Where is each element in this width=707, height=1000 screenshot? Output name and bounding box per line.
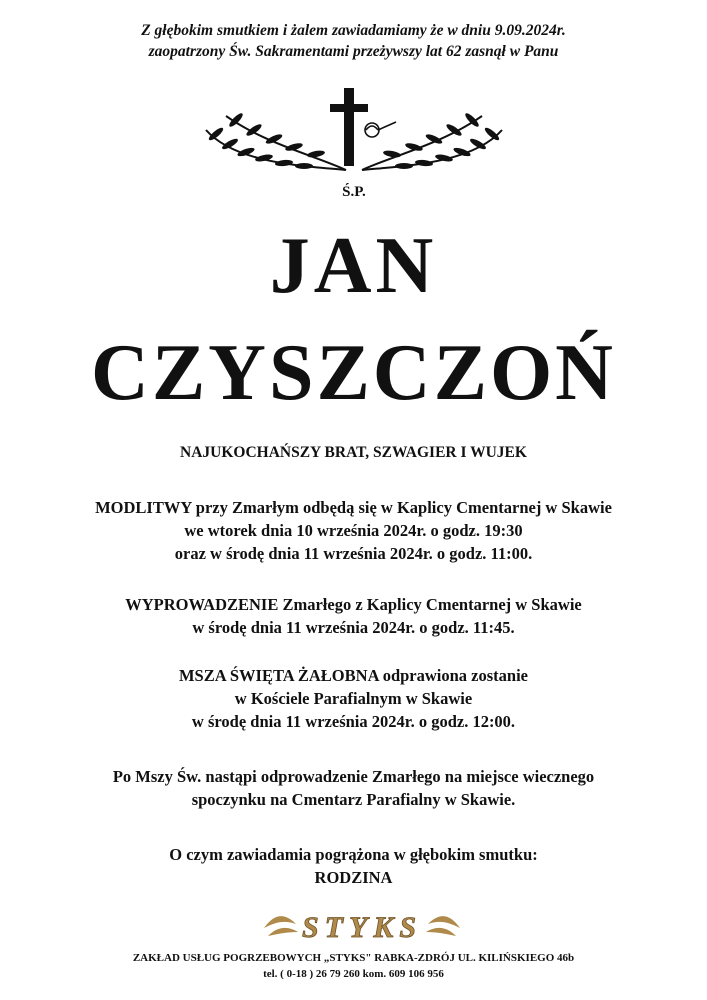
mass-line-2: w Kościele Parafialnym w Skawie [234, 689, 473, 708]
departure-block [0, 593, 707, 639]
intro-line-1: Z głębokim smutkiem i żalem zawiadamiamy że w dniu 9.09.2024r. [141, 22, 566, 39]
rose-icon [365, 122, 396, 137]
prayers-line-3: oraz w środę dnia 11 września 2024r. o godz. 11:00. [174, 544, 533, 563]
prayers-line-2: we wtorek dnia 10 września 2024r. o godz. 19:30 [184, 521, 523, 540]
deceased-first-name: JAN [269, 222, 438, 310]
intro-line-2: zaopatrzony Św. Sakramentami przeżywszy lat 62 zasnął w Panu [148, 43, 559, 60]
funeral-home-phones: tel. ( 0-18 ) 26 79 260 kom. 609 106 956 [263, 968, 444, 980]
closing-family: RODZINA [314, 868, 393, 887]
closing-line-1: O czym zawiadamia pogrążona w głębokim smutku: [169, 845, 538, 864]
funeral-home-address: ZAKŁAD USŁUG POGRZEBOWYCH „STYKS" RABKA-ZDRÓJ UL. KILIŃSKIEGO 46b [132, 952, 575, 964]
left-wheat-icon [264, 916, 298, 936]
departure-line-2: w środę dnia 11 września 2024r. o godz. 11:45. [192, 618, 515, 637]
cross-wreath-emblem [196, 86, 512, 204]
relation-line: NAJUKOCHAŃSZY BRAT, SZWAGIER I WUJEK [180, 444, 527, 461]
burial-line-2: spoczynku na Cmentarz Parafialny w Skawie. [191, 790, 516, 809]
departure-line-1: WYPROWADZENIE Zmarłego z Kaplicy Cmentarnej w Skawie [125, 595, 582, 614]
mass-block [0, 664, 707, 733]
mass-line-3: w środę dnia 11 września 2024r. o godz. 12:00. [191, 712, 516, 731]
right-laurel-leaves-icon [383, 112, 501, 169]
deceased-last-name: CZYSZCZOŃ [91, 329, 616, 417]
burial-line-1: Po Mszy Św. nastąpi odprowadzenie Zmarłego na miejsce wiecznego [112, 767, 595, 786]
prayers-block [0, 496, 707, 565]
closing-block [0, 843, 707, 889]
logo-text: STYKS [301, 911, 423, 944]
burial-block [0, 765, 707, 811]
emblem-initials: Ś.P. [342, 184, 366, 200]
cross-icon [330, 88, 368, 166]
prayers-line-1: MODLITWY przy Zmarłym odbędą się w Kaplicy Cmentarnej w Skawie [95, 498, 612, 517]
intro-text [0, 20, 707, 62]
styks-logo [262, 906, 462, 946]
funeral-home-footer [0, 950, 707, 982]
left-laurel-leaves-icon [207, 112, 325, 169]
mass-line-1: MSZA ŚWIĘTA ŻAŁOBNA odprawiona zostanie [178, 666, 528, 685]
right-wheat-icon [426, 916, 460, 936]
